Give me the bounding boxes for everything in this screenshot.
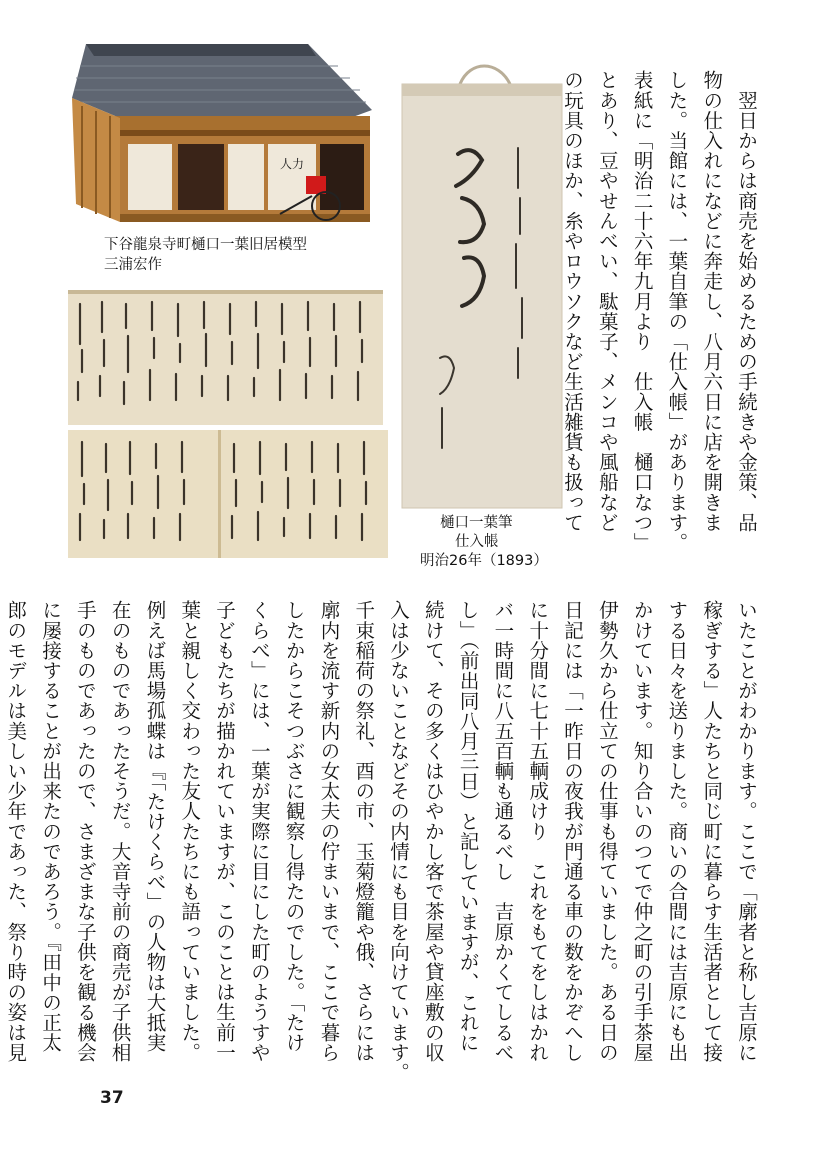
house-sign: 人力 bbox=[279, 157, 305, 171]
body-text-upper bbox=[518, 70, 763, 570]
text-column: かけています。知り合いのつてで仲之町の引手茶屋 bbox=[630, 600, 654, 1063]
text-column: したからこそつぶさに観察し得たのでした。「たけ bbox=[282, 600, 306, 1053]
house-caption-line1: 下谷龍泉寺町樋口一葉旧居模型 bbox=[104, 237, 307, 253]
house-caption-line2: 三浦宏作 bbox=[104, 257, 162, 273]
text-column: とあり、豆やせんべい、駄菓子、メンコや風船など bbox=[595, 70, 619, 533]
ledger-page-photo-2 bbox=[68, 430, 388, 558]
ledger-caption-line3: 明治26年（1893） bbox=[420, 553, 548, 569]
house-model-photo bbox=[68, 36, 380, 232]
text-column: し」（前出同八月三日）と記していますが、これに bbox=[456, 600, 480, 1053]
body-text-lower bbox=[4, 600, 763, 1090]
text-column: 例えば馬場孤蝶は『「たけくらべ」の人物は大抵実 bbox=[143, 600, 167, 1053]
text-column: 伊勢久から仕立ての仕事も得ていました。ある日の bbox=[595, 600, 619, 1063]
text-column: 廓内を流す新内の女太夫の佇まいまで、ここで暮ら bbox=[317, 600, 341, 1063]
text-column: 続けて、その多くはひやかし客で茶屋や貸座敷の収 bbox=[421, 600, 445, 1063]
text-column: いたことがわかります。ここで「廓者と称し吉原に bbox=[735, 600, 758, 1063]
text-column: 手のものであったので、さまざまな子供を観る機会 bbox=[73, 600, 97, 1063]
text-column: の玩具のほか、糸やロウソクなど生活雑貨も扱って bbox=[561, 70, 585, 533]
text-column: バ一時間に八五百輌も通るべし 吉原かくてしるべ bbox=[491, 600, 515, 1063]
page-number: 37 bbox=[100, 1088, 124, 1108]
text-column: 稼ぎする」人たちと同じ町に暮らす生活者として接 bbox=[700, 600, 724, 1063]
text-column: くらべ」には、一葉が実際に目にした町のようすや bbox=[247, 600, 271, 1063]
ledger-caption-line2: 仕入帳 bbox=[455, 534, 499, 550]
text-column: に十分間に七十五輌成けり これをもてをしはかれ bbox=[526, 600, 550, 1063]
text-column: した。当館には、一葉自筆の「仕入帳」があります。 bbox=[665, 70, 689, 553]
ledger-caption-line1: 樋口一葉筆 bbox=[440, 515, 513, 531]
text-column: 郎のモデルは美しい少年であった、祭り時の姿は見 bbox=[4, 600, 28, 1063]
text-column: 葉と親しく交わった友人たちにも語っていました。 bbox=[178, 600, 202, 1063]
text-column: 日記には「一昨日の夜我が門通る車の数をかぞへし bbox=[561, 600, 585, 1063]
ledger-page-photo bbox=[68, 290, 383, 425]
text-column: に屡接することが出来たのであろう。『田中の正太 bbox=[39, 600, 63, 1053]
text-column: 子どもたちが描かれていますが、このことは生前一 bbox=[213, 600, 237, 1063]
text-column: 入は少ないことなどその内情にも目を向けています。 bbox=[387, 600, 411, 1083]
text-column: する日々を送りました。商いの合間には吉原にも出 bbox=[665, 600, 689, 1063]
text-column: 表紙に「明治二十六年九月より 仕入帳 樋口なつ」 bbox=[630, 70, 654, 553]
text-column: 在のものであったそうだ。大音寺前の商売が子供相 bbox=[108, 600, 132, 1063]
text-column: 物の仕入れになどに奔走し、八月六日に店を開きま bbox=[700, 70, 724, 533]
text-column: 千束稲荷の祭礼、酉の市、玉菊燈籠や俄、さらには bbox=[352, 600, 376, 1063]
text-column: 翌日からは商売を始めるための手続きや金策、品 bbox=[735, 70, 758, 533]
